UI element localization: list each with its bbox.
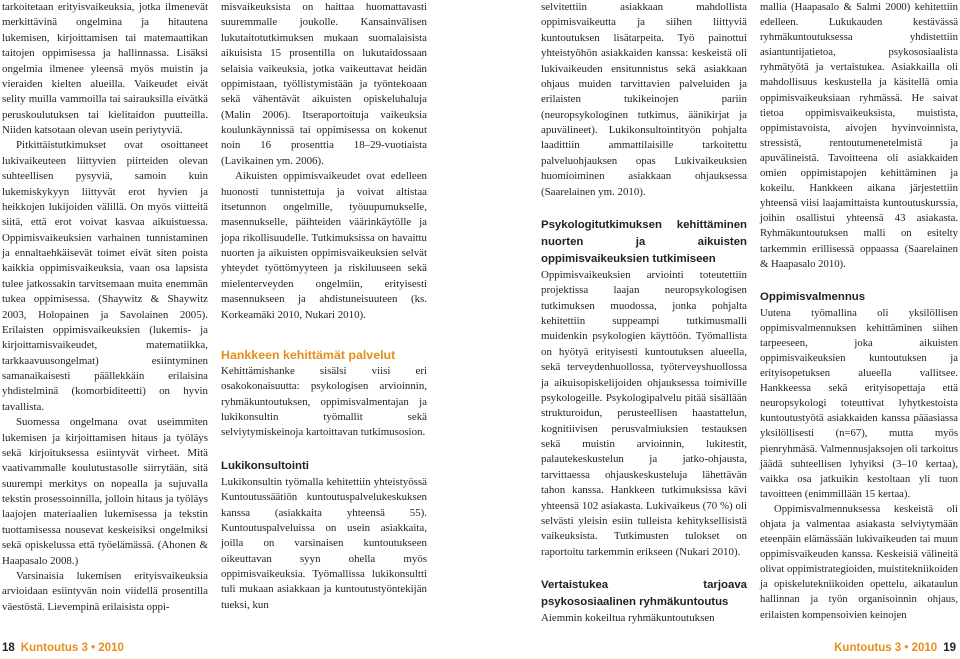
section-heading: Psykologitutkimuksen kehittäminen nuorten ja aikuisten oppimisvaikeuksien tutkimiseen (541, 218, 747, 265)
paragraph: tarkoitetaan erityisvaikeuksia, jotka ilmenevät merkittävinä ongelmina ja hitautena lukemisen, kirjoittamisen tai matemaattikan taitojen oppimisessa ja hallinnassa. Lisäksi ongelmia ilmenee yleensä myös muistin ja vieraiden kielten alueilla. Vaikeudet eivät selity muilla vammoilla tai sairauksilla eivätkä peruskoulutuksen tai kielitaidon puutteilla. Niiden katsotaan olevan usein periytyviä. (2, 1, 208, 136)
paragraph: selvitettiin asiakkaan mahdollista oppimisvaikeutta ja siihen liittyviä kuntoutuksen lisätarpeita. Työ painottui yhteistyöhön asiakkaiden kanssa: keskeistä oli lukivaikeuden ensitunnistus sekä asiakkaan ohjaus muiden tarvittavien palveluiden ja erilaisten tukikeinojen pariin (neuropsykologinen tutkimus, äänikirjat ja apuvälineet). Lukikonsultointityön pohjalta laadittiin ammattilaisille tarkoitettu palveluohjauksen opas Lukivaikeuksien huomioiminen asiakkaan ohjauksessa (Saarelainen ym. 2010). (541, 1, 747, 198)
paragraph: Pitkittäistutkimukset ovat osoittaneet lukivaikeuteen liittyvien piirteiden olevan suhteellisen pysyviä, samoin kuin lukemiskykyyn liittyvät erot hyvien ja heikkojen lukijoiden välillä. On myös viitteitä siitä, että erot voivat kasvaa aikuistuessa. Oppimisvaikeuksien varhainen tunnistaminen ja ennaltaehkäisevät toimet eivät siten poista kaikkia oppimisvaikeuksia, vaan osa lapsista tulee jatkossakin tarvitsemaan muita enemmän tukea oppimisessa. (Shaywitz & Shaywitz 2003, Holopainen ja Savolainen 2005). Erilaisten oppimisvaikeuksien (lukemis- ja kirjoittamisvaikeudet, matematiikka, tarkkaavuusongelmat) esiintyminen samanaikaisesti päällekkäin erilaisina yhdistelminä (komorbiditeetti) on hyvin tavallista. (2, 139, 208, 413)
section-heading: Lukikonsultointi (221, 459, 309, 472)
paragraph: Aikuisten oppimisvaikeudet ovat edelleen huonosti tunnistettuja ja voivat altistaa itsetunnon ongelmille, työuupumukselle, masennukselle, päihteiden väärinkäytölle ja jopa rikollisuudelle. Tutkimuksissa on havaittu nuorten ja aikuisten oppimisvaikeuksien selvät yhteydet työttömyyteen ja riskiluuseen sekä mielenterveyden ongelmiin, erityisesti masennukseen ja ahdistuneisuuteen (ks. Korkeamäki 2010, Nukari 2010). (221, 170, 427, 321)
paragraph: Varsinaisia lukemisen erityisvaikeuksia arvioidaan esiintyvän noin viidellä prosentilla väestöstä. Lievempinä erilaisista oppi- (2, 569, 208, 613)
paragraph: Oppimisvaikeuksien arviointi toteutettiin projektissa laajan neuropsykologisen tutkimuksen muodossa, jonka pohjalta kehitettiin suppeampi tutkimusmalli muidenkin psykologien käyttöön. Työmallista on hyötyä erityisesti kuntoutuksen alueella, sekä terveydenhuollossa, työterveyshuollossa ja aikuisopiskelijoiden ohjauksessa toimiville psykologeille. Psykologipalvelu pitää sisällään strukturoidun, perusteellisen haastattelun, kognitiivisen perusvalmiuksien testauksen sekä muistin arvioinnin, lukitestit, palautekeskustelun ja jatko-ohjausta, tarvittaessa ohjauskeskusteluja lähettävän tahon kanssa. Hankkeen tutkimuksissa kävi yhteensä 102 asiakasta. Lukivaikeus (70 %) oli selvästi yleisin esiin tulleista kehityksellisistä vaikeuksista. Tutkimusten tulokset on raportoitu tarkemmin erikseen (Nukari 2010). (541, 268, 747, 558)
section-heading: Hankkeen kehittämät palvelut (221, 347, 396, 362)
section-heading: Vertaistukea tarjoava psykososiaalinen ryhmäkuntoutus (541, 579, 747, 608)
paragraph: Lukikonsultin työmalla kehitettiin yhteistyössä Kuntoutussäätiön kuntoutuspalvelukeskuksen kanssa (asiakkaita yhteensä 55). Kuntoutuspalveluissa on usein asiakkaita, joilla on varsinaisen kuntoutukseen oikeuttavan syyn ohella myös oppimisvaikeuksia. Työmallissa lukikonsultti tuli mukaan asiakkaan ja kuntoutustyöntekijän tueksi, kun (221, 475, 427, 611)
journal-name: Kuntoutus 3 • 2010 (20, 642, 124, 654)
journal-name: Kuntoutus 3 • 2010 (834, 642, 938, 654)
paragraph: Oppimisvalmennuksessa keskeistä oli ohjata ja valmentaa asiakasta selviytymään eteenpäin elämässään lukivaikeuden tai muun oppimisvaikeuden kanssa. Keskeisiä välineitä olivat oppimistrategioiden, muistitekniikoiden ja opiskelutekniikoiden opettelu, aikataulun hallinnan ja työn organisoinnin ohjaus, erilaisten kompensoivien keinojen (760, 502, 958, 621)
paragraph: Suomessa ongelmana ovat useimmiten lukemisen ja kirjoittamisen hitaus ja työläys sekä kirjoituksessa esiintyvät virheet. Mitä vaativammalle koulutustasolle siirrytään, sitä suurempi merkitys on nopealla ja sujuvalla tekstin prosessoinnilla, jolloin hitaus ja työläys laajojen materiaalien lukemisessa ja tekstin tuottamisessa nousevat keskeisiksi ongelmiksi sekä opiskelussa että työelämässä. (Ahonen & Haapasalo 2008.) (2, 416, 208, 567)
paragraph: Kehittämishanke sisälsi viisi eri osakokonaisuutta: psykologisen arvioinnin, ryhmäkuntoutuksen, oppimisvalmentajan ja lukikonsultin työmallit sekä selviytymiskeinoja kartoittavan tutkimusosion. (221, 364, 427, 439)
footer-left (2, 642, 124, 654)
paragraph: Uutena työmallina oli yksilöllisen oppimisvalmennuksen kehittäminen siihen tarpeeseen, joka aikuisten oppimisvaikeuksien kuntoutuksen ja erityisopetuksen alueella vallitsee. Hankkeessa sekä erityisopettaja että neuropsykologi toteuttivat lyhytkestoista kuntoutustyötä asiakkaiden kanssa pääasiassa yksilöllisesti (n=67), mutta myös pienryhmäsä. Valmennusjaksojen oli tarkoitus jäädä suhteellisen lyhyiksi (3–10 kertaa), vaikka osa jatkuikin kestoltaan yli tuon tavoitteen (enimmillään 15 kertaa). (760, 306, 958, 500)
page-footer (0, 640, 960, 658)
column-4 (760, 0, 958, 623)
footer-right (834, 642, 956, 654)
column-3 (541, 0, 747, 626)
page-number: 19 (943, 642, 956, 654)
paragraph: misvaikeuksista on haittaa huomattavasti suuremmalle joukolle. Kansainvälisen lukutaitotutkimuksen mukaan suomalaisista aikuisista 15 prosentilla on lukutaidossaan selaisia vaikeuksia, jotka vaikeuttavat heidän oppimistaan, työllistymistään ja työntekoaan sekä vähentävät aikuisten opiskeluhaluja (Malin 2006). Itseraportoituja vaikeuksia koulunkäynnissä tai oppimisessa on kokenut noin 16 prosenttia 18–29-vuotiaista (Lavikainen ym. 2006). (221, 1, 427, 167)
section-heading: Oppimisvalmennus (760, 290, 866, 303)
paragraph: mallia (Haapasalo & Salmi 2000) kehitettiin edelleen. Lukukauden kestävässä ryhmäkuntoutuksessa yhdistettiin asiantuntijatietoa, psykososiaalista ryhmätyötä ja vertaistukea. Asiakkailla oli mahdollisuus keskustella ja käsitellä omia oppimisvaikeuksiaan ryhmässä. He saivat tietoa oppimisvaikeuksista, muistista, oppimistavoista, aivojen hyvinvoinnista, stressistä, rentoutumenetelmistä ja apuvälineistä. Tavoitteena oli asiakkaiden omien oppimistapojen kehittäminen ja kokeilu. Hankkeen aikana järjestettiin yhteensä viisi laajamittaista kuntoutuskurssia, joihin osallistui yhteensä 43 asiakasta. Ryhmäkuntoutuksen malli on esitelty tarkemmin erillisessä oppaassa (Saarelainen & Haapasalo 2010). (760, 1, 958, 270)
paragraph: Aiemmin kokeiltua ryhmäkuntoutuksen (541, 612, 715, 624)
page-number: 18 (2, 642, 15, 654)
column-2 (221, 0, 427, 613)
column-1 (2, 0, 208, 615)
